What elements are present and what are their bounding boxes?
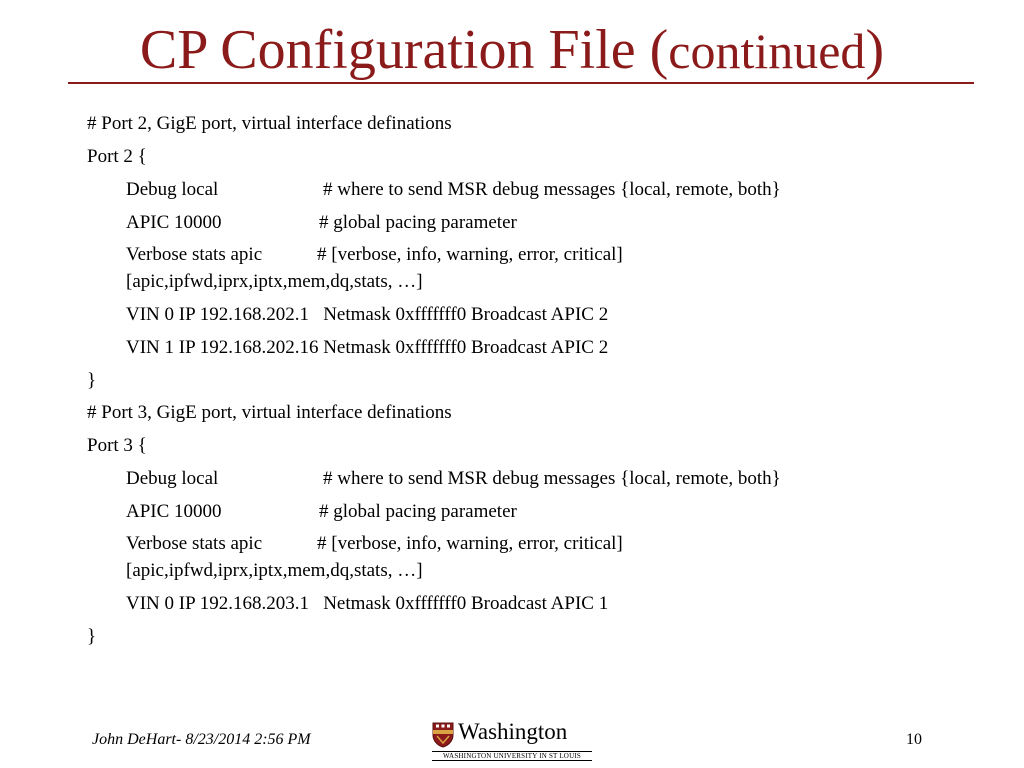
port3-close: }	[87, 626, 97, 647]
port2-verbose-key: Verbose stats apic	[126, 244, 263, 265]
port3-verbose-cont: [apic,ipfwd,iprx,iptx,mem,dq,stats, …]	[126, 560, 423, 581]
port3-vin0: VIN 0 IP 192.168.203.1 Netmask 0xfffffff0 Broadcast APIC 1	[126, 593, 609, 614]
university-shield-icon	[432, 722, 454, 748]
port3-apic-comment: # global pacing parameter	[319, 501, 517, 522]
washington-university-logo	[432, 720, 594, 760]
port3-debug-line	[126, 468, 781, 490]
port2-apic-line	[126, 212, 517, 234]
port3-debug-comment: # where to send MSR debug messages {local, remote, both}	[323, 468, 781, 489]
port3-apic-key: APIC 10000	[126, 501, 222, 522]
title-main: CP Configuration File (	[139, 19, 669, 81]
title-continued: continued	[668, 23, 866, 79]
port2-debug-comment: # where to send MSR debug messages {local, remote, both}	[323, 179, 781, 200]
port2-comment: # Port 2, GigE port, virtual interface definations	[87, 113, 452, 134]
port2-apic-key: APIC 10000	[126, 212, 222, 233]
logo-wordmark: Washington	[458, 719, 568, 744]
port3-verbose-line	[126, 533, 623, 555]
port3-debug-key: Debug local	[126, 468, 219, 489]
port3-apic-line	[126, 501, 517, 523]
port2-verbose-cont: [apic,ipfwd,iprx,iptx,mem,dq,stats, …]	[126, 271, 423, 292]
port2-open: Port 2 {	[87, 146, 147, 167]
port2-vin0: VIN 0 IP 192.168.202.1 Netmask 0xfffffff0 Broadcast APIC 2	[126, 304, 609, 325]
port2-vin1: VIN 1 IP 192.168.202.16 Netmask 0xfffffff0 Broadcast APIC 2	[126, 337, 609, 358]
port2-verbose-line	[126, 244, 623, 266]
port2-apic-comment: # global pacing parameter	[319, 212, 517, 233]
logo-subtitle: WASHINGTON UNIVERSITY IN ST LOUIS	[432, 751, 592, 761]
footer-author-date: John DeHart- 8/23/2014 2:56 PM	[92, 731, 311, 748]
port3-open: Port 3 {	[87, 435, 147, 456]
slide-page-number: 10	[906, 731, 922, 748]
port3-comment: # Port 3, GigE port, virtual interface definations	[87, 402, 452, 423]
port2-debug-key: Debug local	[126, 179, 219, 200]
port2-debug-line	[126, 179, 781, 201]
port3-verbose-key: Verbose stats apic	[126, 533, 263, 554]
port2-verbose-comment: # [verbose, info, warning, error, critical]	[317, 244, 623, 265]
port3-verbose-comment: # [verbose, info, warning, error, critical]	[317, 533, 623, 554]
title-close-paren: )	[865, 19, 885, 81]
port2-close: }	[87, 370, 97, 391]
